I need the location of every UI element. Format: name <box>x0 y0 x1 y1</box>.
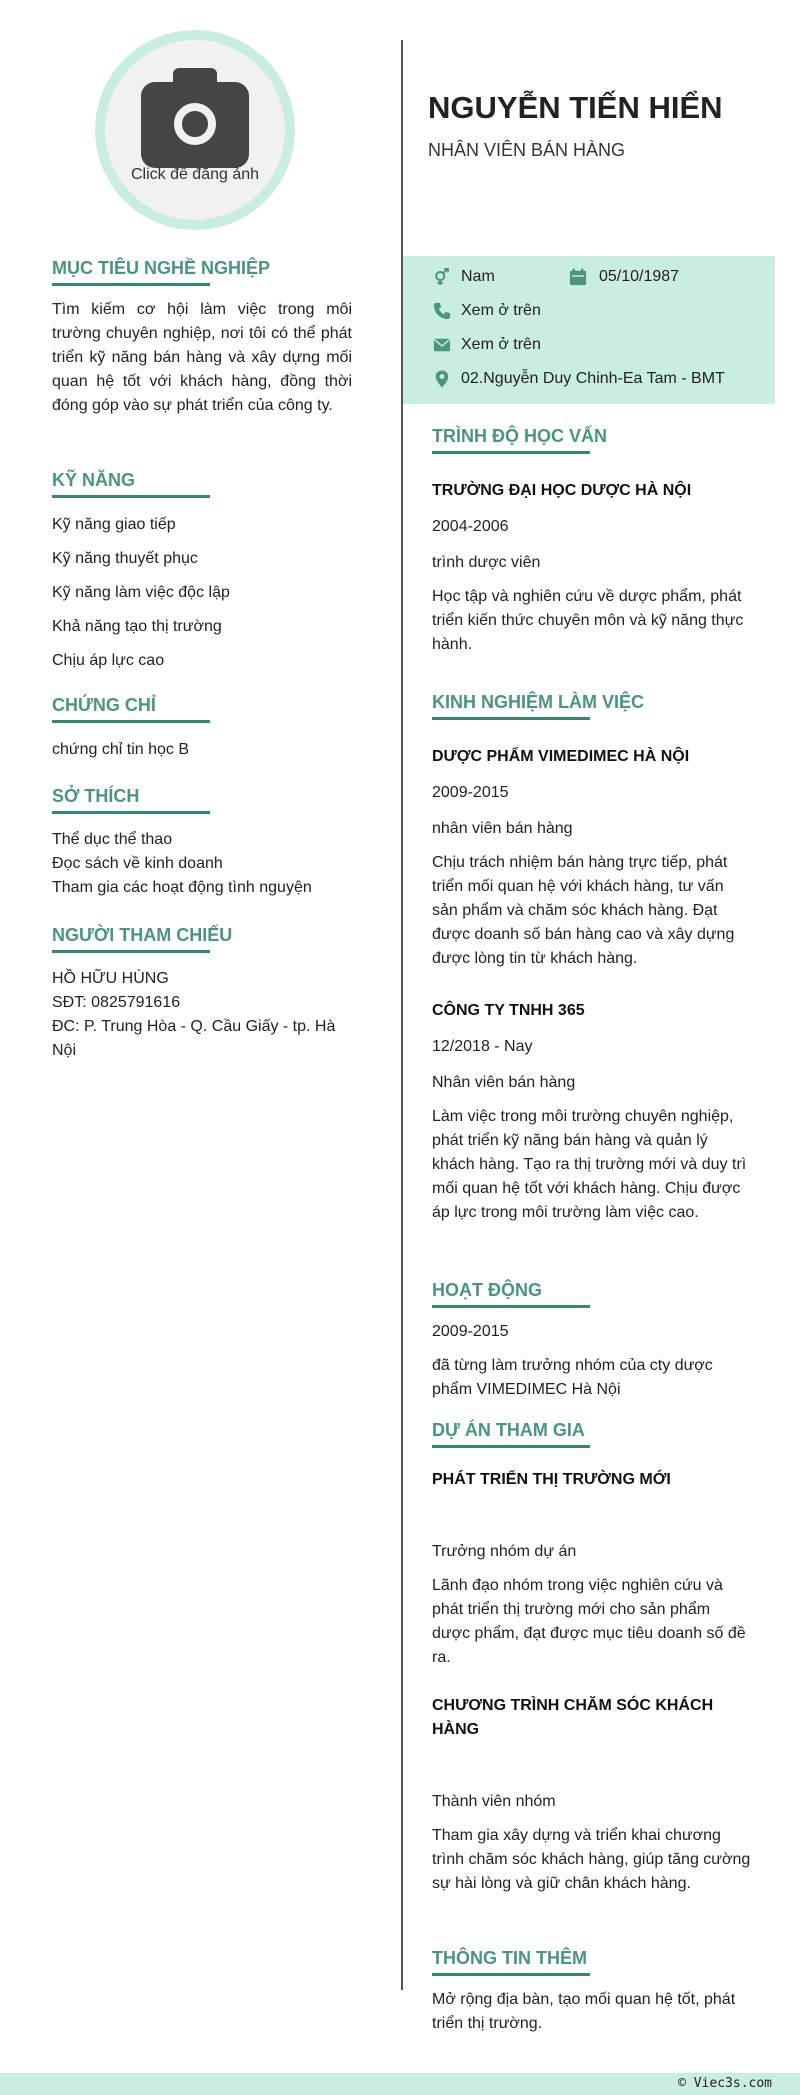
avatar-upload-label: Click để đăng ảnh <box>130 166 260 183</box>
candidate-name: NGUYỄN TIẾN HIỂN <box>428 90 723 125</box>
education-desc: Học tập và nghiên cứu về dược phẩm, phát triển kiến thức chuyên môn và kỹ năng thực hành. <box>432 588 744 653</box>
phone-icon <box>433 302 451 320</box>
certificate-item: chứng chỉ tin học B <box>52 741 190 758</box>
skill-item: Khả năng tạo thị trường <box>52 618 222 635</box>
skills-title: KỸ NĂNG <box>52 470 136 490</box>
objective-section <box>52 258 352 418</box>
job-desc: Chịu trách nhiệm bán hàng trực tiếp, phát triển mối quan hệ với khách hàng, tư vấn sản phẩm và chăm sóc khách hàng. Đạt được doanh số bán hàng cao và xây dựng được lòng tin từ khách hàng. <box>432 854 735 967</box>
activities-period: 2009-2015 <box>432 1323 509 1340</box>
education-underline <box>432 451 590 454</box>
hobbies-underline <box>52 811 210 814</box>
reference-underline <box>52 950 210 953</box>
project-role: Trưởng nhóm dự án <box>432 1543 577 1560</box>
hobby-item: Thể dục thể thao <box>52 831 173 848</box>
email-value: Xem ở trên <box>461 336 541 353</box>
job-desc: Làm việc trong môi trường chuyên nghiệp, phát triển kỹ năng bán hàng và quản lý khách hàng. Tạo ra thị trường mới và duy trì mối quan hệ tốt với khách hàng. Chịu được áp lực trong môi trường làm việc cao. <box>432 1108 747 1221</box>
projects-section <box>432 1420 752 1896</box>
camera-lens-icon <box>174 103 216 145</box>
reference-address: ĐC: P. Trung Hòa - Q. Cầu Giấy - tp. Hà Nội <box>52 1018 336 1059</box>
objective-text: Tìm kiếm cơ hội làm việc trong môi trường chuyên nghiệp, nơi tôi có thể phát triển kỹ năng bán hàng và xây dựng mối quan hệ tốt với khách hàng, đồng thời đóng góp vào sự phát triển của công ty. <box>52 301 352 414</box>
contact-info-box <box>403 256 775 404</box>
calendar-icon <box>569 268 587 286</box>
skills-section <box>52 470 352 683</box>
activities-underline <box>432 1305 590 1308</box>
hobbies-section <box>52 786 352 900</box>
skill-item: Kỹ năng thuyết phục <box>52 550 198 567</box>
objective-title: MỤC TIÊU NGHỀ NGHIỆP <box>52 258 271 278</box>
footer-bar <box>0 2073 800 2095</box>
activities-title: HOẠT ĐỘNG <box>432 1280 542 1300</box>
reference-section <box>52 925 352 1063</box>
project-role: Thành viên nhóm <box>432 1793 556 1810</box>
job-company: CÔNG TY TNHH 365 <box>432 1002 585 1019</box>
activities-desc: đã từng làm trưởng nhóm của cty dược phẩm VIMEDIMEC Hà Nội <box>432 1357 713 1398</box>
skill-item: Kỹ năng làm việc độc lập <box>52 584 230 601</box>
projects-underline <box>432 1445 590 1448</box>
project-name: CHƯƠNG TRÌNH CHĂM SÓC KHÁCH HÀNG <box>432 1697 714 1738</box>
reference-name: HỒ HỮU HÙNG <box>52 970 169 987</box>
project-desc: Tham gia xây dựng và triển khai chương trình chăm sóc khách hàng, giúp tăng cường sự hài lòng và giữ chân khách hàng. <box>432 1827 751 1892</box>
job-company: DƯỢC PHẨM VIMEDIMEC HÀ NỘI <box>432 748 690 765</box>
additional-section <box>432 1948 752 2036</box>
skill-item: Kỹ năng giao tiếp <box>52 516 176 533</box>
phone-value: Xem ở trên <box>461 302 541 319</box>
skill-item: Chịu áp lực cao <box>52 652 165 669</box>
location-icon <box>433 370 451 388</box>
hobby-item: Đọc sách về kinh doanh <box>52 855 223 872</box>
avatar-upload[interactable] <box>95 30 295 230</box>
birthday-value: 05/10/1987 <box>599 268 680 285</box>
certificates-underline <box>52 720 210 723</box>
gender-icon <box>433 268 451 286</box>
experience-section <box>432 692 752 1225</box>
project-name: PHÁT TRIỂN THỊ TRƯỜNG MỚI <box>432 1471 671 1488</box>
education-school: TRƯỜNG ĐẠI HỌC DƯỢC HÀ NỘI <box>432 482 692 499</box>
address-value: 02.Nguyễn Duy Chinh-Ea Tam - BMT <box>461 370 725 387</box>
footer-credit: © Viec3s.com <box>678 2076 772 2091</box>
objective-underline <box>52 283 210 286</box>
email-icon <box>433 336 451 354</box>
project-desc: Lãnh đạo nhóm trong việc nghiên cứu và phát triển thị trường mới cho sản phẩm dược phẩm, đạt được mục tiêu doanh số đề ra. <box>432 1577 746 1666</box>
job-period: 12/2018 - Nay <box>432 1038 533 1055</box>
projects-title: DỰ ÁN THAM GIA <box>432 1420 585 1440</box>
reference-phone: SĐT: 0825791616 <box>52 994 181 1011</box>
activities-section <box>432 1280 752 1402</box>
job-period: 2009-2015 <box>432 784 509 801</box>
education-section <box>432 426 752 657</box>
experience-underline <box>432 717 590 720</box>
reference-title: NGƯỜI THAM CHIẾU <box>52 925 233 945</box>
certificates-title: CHỨNG CHỈ <box>52 695 156 715</box>
education-major: trình dược viên <box>432 554 541 571</box>
hobby-item: Tham gia các hoạt động tình nguyện <box>52 879 312 896</box>
education-period: 2004-2006 <box>432 518 509 535</box>
additional-title: THÔNG TIN THÊM <box>432 1948 587 1968</box>
gender-value: Nam <box>461 268 495 285</box>
experience-title: KINH NGHIỆM LÀM VIỆC <box>432 692 645 712</box>
skills-underline <box>52 495 210 498</box>
education-title: TRÌNH ĐỘ HỌC VẤN <box>432 426 607 446</box>
job-position: Nhân viên bán hàng <box>432 1074 576 1091</box>
additional-underline <box>432 1973 590 1976</box>
hobbies-title: SỞ THÍCH <box>52 786 140 806</box>
additional-desc: Mở rộng địa bàn, tạo mối quan hệ tốt, phát triển thị trường. <box>432 1991 736 2032</box>
candidate-role: NHÂN VIÊN BÁN HÀNG <box>428 140 626 160</box>
certificates-section <box>52 695 352 762</box>
job-position: nhân viên bán hàng <box>432 820 573 837</box>
